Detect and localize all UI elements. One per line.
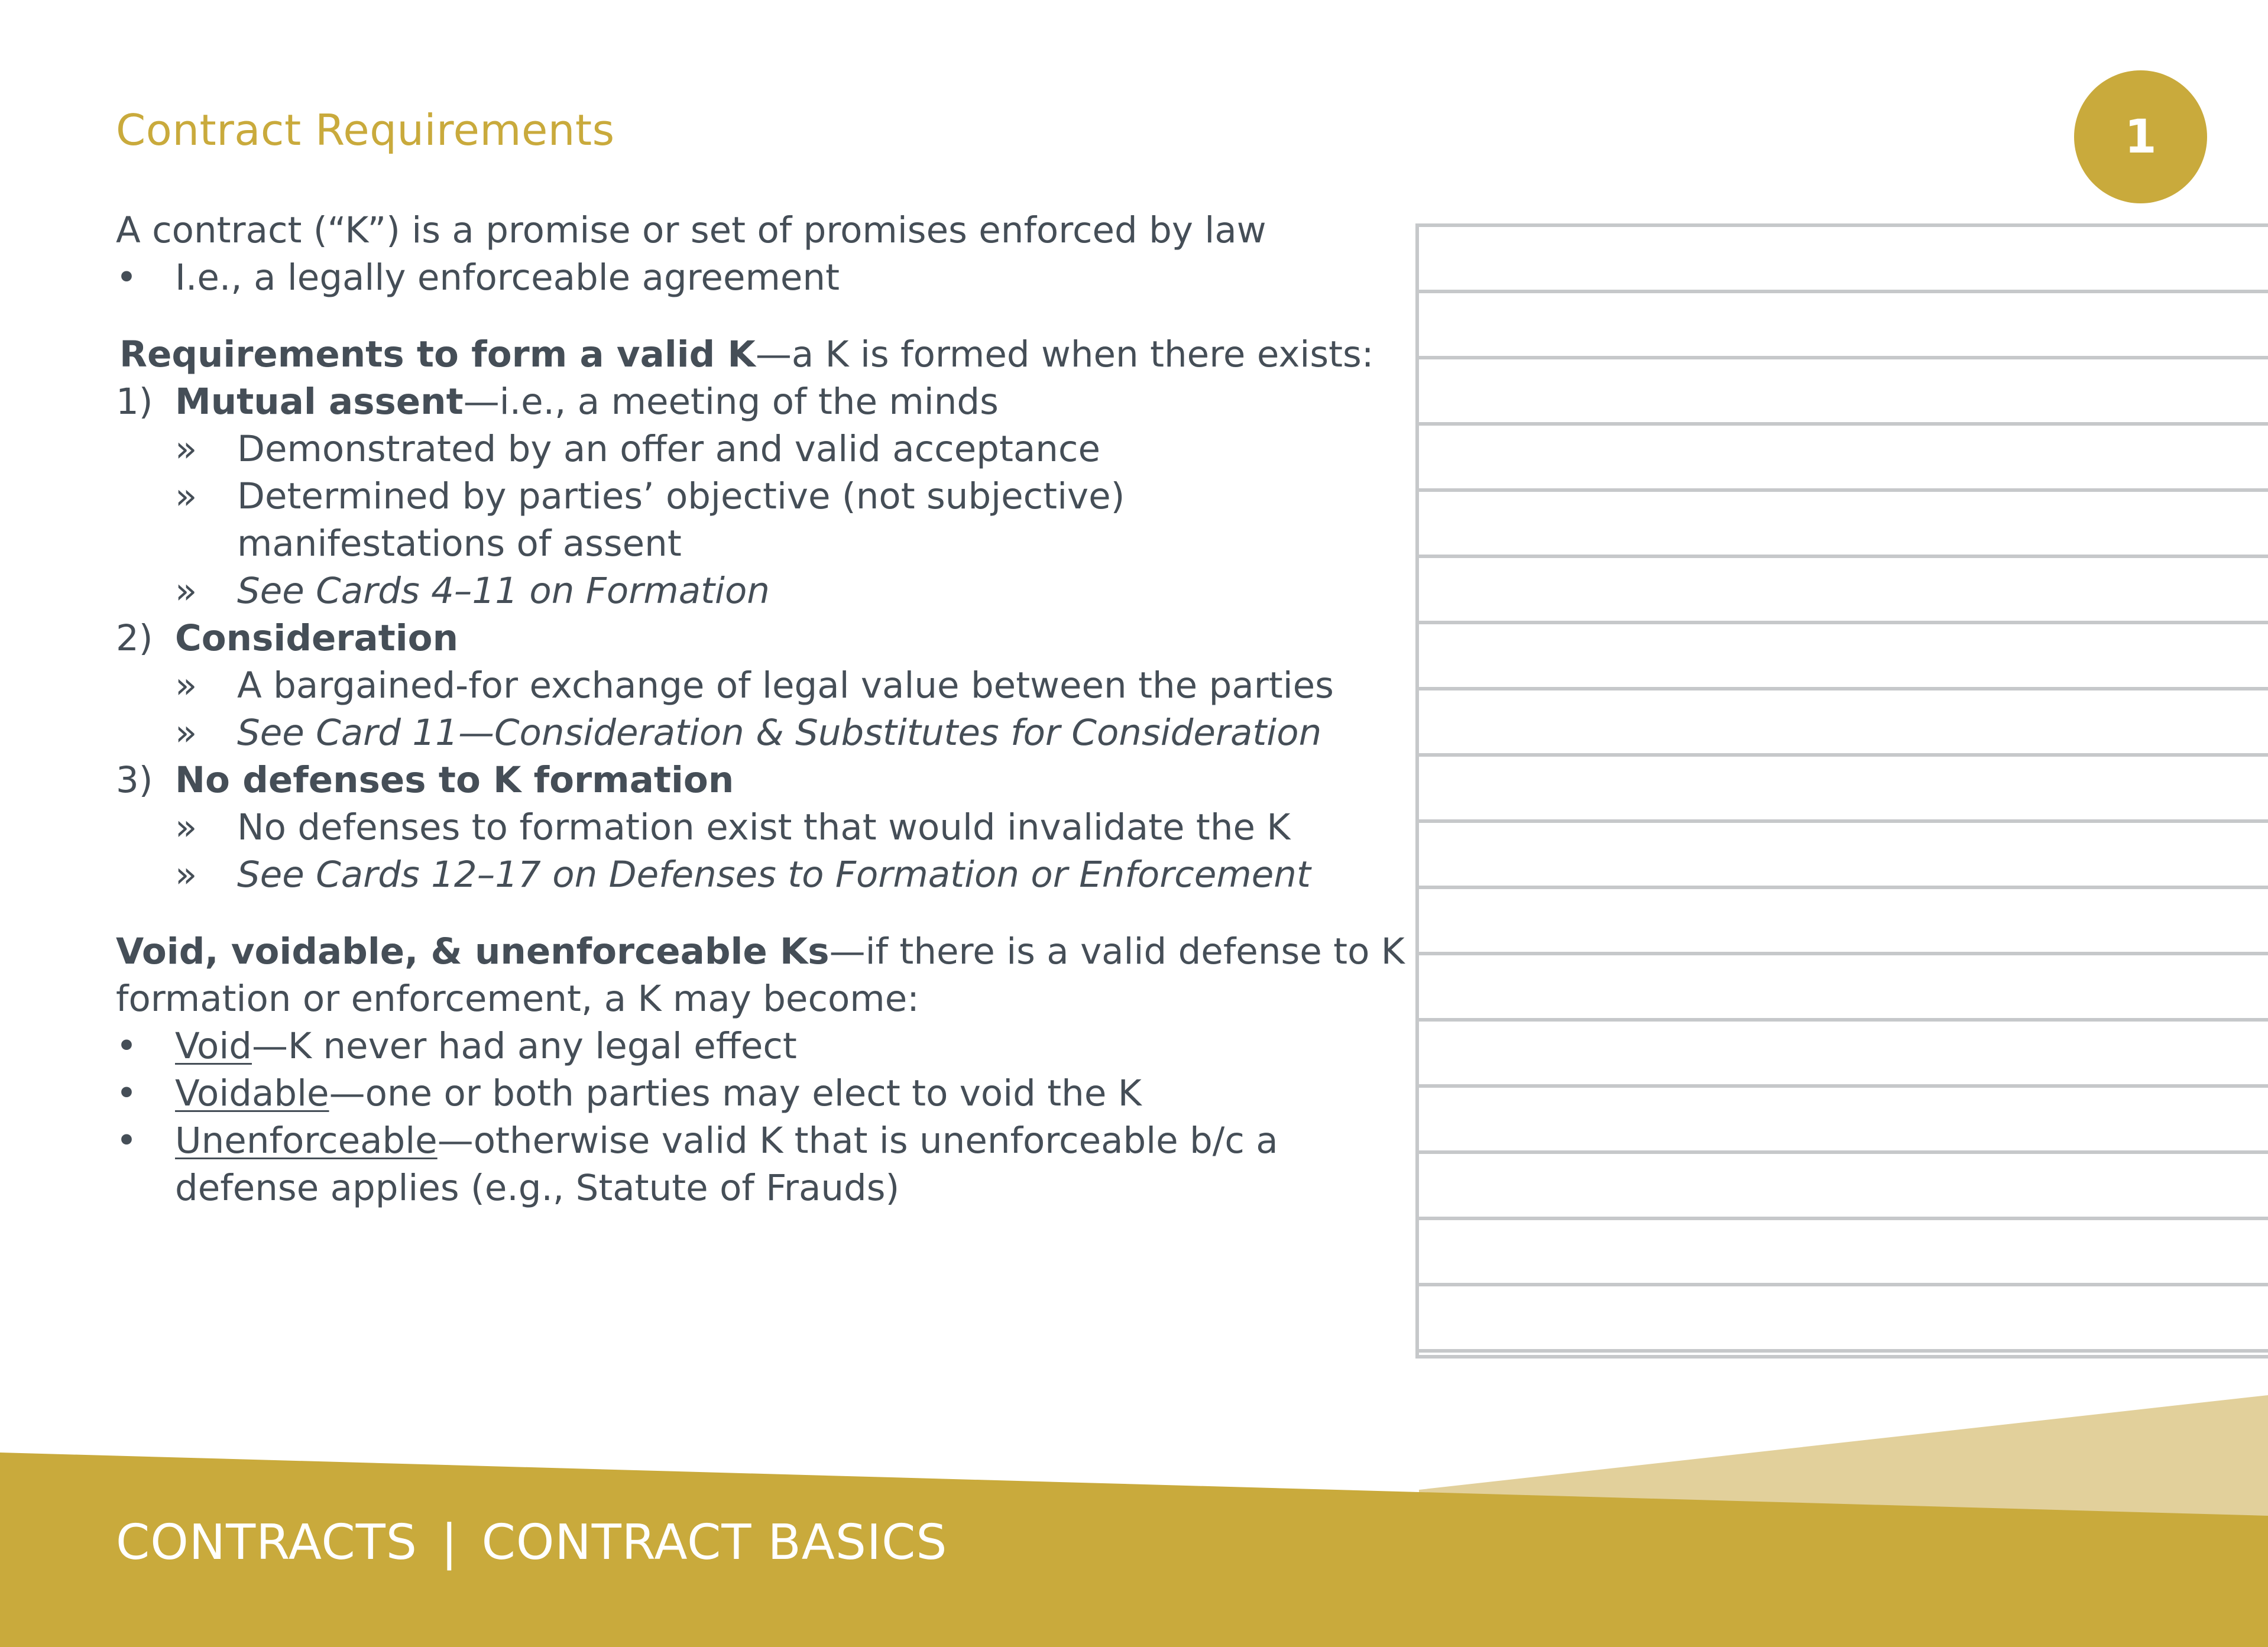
sub-item	[116, 473, 1387, 520]
void-item-text: defense applies (e.g., Statute of Frauds)	[175, 1167, 900, 1209]
void-item-continued	[116, 1165, 1387, 1212]
requirements-heading-bold: Requirements to form a valid K	[119, 333, 756, 375]
card-content	[116, 207, 1405, 1212]
requirement-item	[116, 757, 1387, 804]
void-heading-rest: —if there is a valid defense to K	[829, 931, 1405, 972]
footer-label	[116, 1515, 947, 1571]
sub-item	[116, 709, 1387, 757]
cross-reference: See Cards 4–11 on Formation	[237, 570, 770, 612]
notes-lines	[1415, 223, 2268, 1359]
sub-item-text: Determined by parties’ objective (not subjective)	[237, 475, 1125, 517]
void-item	[116, 1117, 1387, 1165]
chevron-icon: »	[175, 806, 197, 848]
sub-item-text: Demonstrated by an offer and valid acceptance	[237, 428, 1100, 470]
item-title: Consideration	[175, 617, 459, 659]
sub-item	[116, 426, 1387, 473]
intro-line: A contract (“K”) is a promise or set of promises enforced by law	[116, 209, 1266, 251]
cross-reference: See Cards 12–17 on Defenses to Formation or Enforcement	[237, 854, 1311, 896]
sub-item	[116, 851, 1387, 899]
chevron-icon: »	[175, 428, 197, 470]
void-heading-line2: formation or enforcement, a K may become:	[116, 978, 919, 1020]
bullet-icon: •	[116, 1025, 137, 1067]
void-term: Void	[175, 1025, 252, 1067]
footer-subject: CONTRACTS	[116, 1515, 417, 1571]
void-item-text: —one or both parties may elect to void the K	[329, 1072, 1142, 1114]
card-number-badge: 1	[2074, 70, 2207, 203]
chevron-icon: »	[175, 570, 197, 612]
sub-item-text: manifestations of assent	[237, 523, 682, 565]
sub-item-continued	[116, 520, 1387, 568]
voidable-term: Voidable	[175, 1072, 329, 1114]
intro-bullet	[116, 254, 1387, 301]
chevron-icon: »	[175, 712, 197, 754]
bullet-icon: •	[116, 257, 137, 299]
chevron-icon: »	[175, 664, 197, 706]
cross-reference: See Card 11—Consideration & Substitutes for Consideration	[237, 712, 1322, 754]
intro-bullet-text: I.e., a legally enforceable agreement	[175, 257, 840, 299]
sub-item	[116, 568, 1387, 615]
sub-item-text: No defenses to formation exist that would invalidate the K	[237, 806, 1291, 848]
requirement-item	[116, 615, 1387, 662]
item-title-rest: —i.e., a meeting of the minds	[463, 381, 999, 423]
item-number: 1)	[116, 381, 153, 423]
footer-topic: CONTRACT BASICS	[481, 1515, 948, 1571]
chevron-icon: »	[175, 854, 197, 896]
bullet-icon: •	[116, 1120, 137, 1162]
sub-item-text: A bargained-for exchange of legal value between the parties	[237, 664, 1334, 706]
item-number: 2)	[116, 617, 153, 659]
sub-item	[116, 804, 1387, 851]
footer-separator: |	[440, 1515, 458, 1571]
void-item-text: —K never had any legal effect	[251, 1025, 797, 1067]
void-item	[116, 1070, 1387, 1117]
void-heading	[116, 928, 1405, 975]
card-title: Contract Requirements	[116, 105, 615, 155]
requirement-item	[116, 378, 1387, 426]
sub-item	[116, 662, 1387, 709]
item-title: Mutual assent	[175, 381, 464, 423]
item-title: No defenses to K formation	[175, 759, 734, 801]
void-item-text: —otherwise valid K that is unenforceable b/c a	[437, 1120, 1278, 1162]
bullet-icon: •	[116, 1072, 137, 1114]
chevron-icon: »	[175, 475, 197, 517]
void-item	[116, 1023, 1387, 1070]
requirements-heading-rest: —a K is formed when there exists:	[755, 333, 1374, 375]
void-heading-bold: Void, voidable, & unenforceable Ks	[116, 931, 830, 972]
item-number: 3)	[116, 759, 153, 801]
requirements-heading	[116, 331, 1387, 378]
unenforceable-term: Unenforceable	[175, 1120, 438, 1162]
